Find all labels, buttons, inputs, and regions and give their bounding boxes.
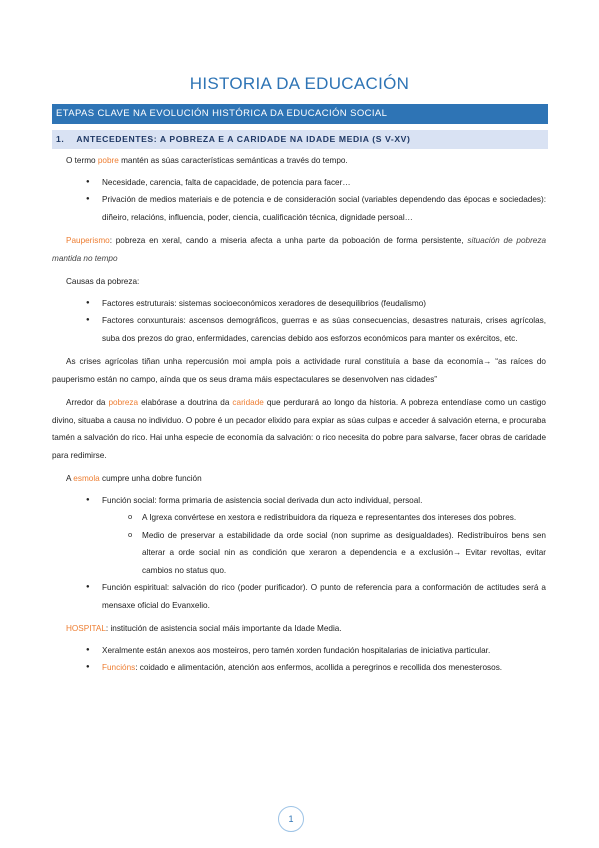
paragraph-pauperismo — [52, 232, 546, 267]
list-item: ● Privación de medios materiais e de potencia e de consideración social (variables dependendo das épocas e sociedades): diñeiro, relacións, influencia, poder, ciencia, cualificación técnica, dignidade persoal… — [102, 191, 546, 226]
paragraph-caridade — [52, 394, 546, 464]
italic-text: situación de pobreza mantida no tempo — [52, 236, 546, 263]
paragraph-causas: Causas da pobreza: — [66, 277, 140, 286]
list-item: ● Xeralmente están anexos aos mosteiros, pero tamén xorden fundación hospitalarias de iniciativa particular. — [102, 642, 546, 660]
paragraph-esmola — [52, 470, 546, 488]
bullet-list-causas — [52, 295, 546, 348]
highlight-term: Pauperismo — [66, 236, 110, 245]
text-run: A — [66, 474, 74, 483]
list-item: ● Factores conxunturais: ascensos demográficos, guerras e as súas consecuencias, desastres naturais, crises agrícolas, suba dos prezos do grao, enfermidades, carencias debido aos esforzos económicos para manter os exércitos, etc. — [102, 312, 546, 347]
highlight-term: Funcións — [102, 663, 136, 672]
highlight-term: caridade — [232, 398, 264, 407]
paragraph-pobre — [52, 152, 546, 170]
text-run: : coidado e alimentación, atención aos enfermos, acollida a peregrinos e recollida dos menesterosos. — [135, 663, 503, 672]
highlight-term: HOSPITAL — [66, 624, 106, 633]
text-run: elabórase a doutrina da — [138, 398, 233, 407]
text-run: : pobreza en xeral, cando a miseria afecta a unha parte da poboación de forma persistente, — [109, 236, 468, 245]
list-item: ● Necesidade, carencia, falta de capacidade, de potencia para facer… — [102, 174, 546, 192]
text-run: Función social: forma primaria de asistencia social derivada dun acto individual, persoal. — [102, 495, 423, 505]
subsection-number: 1. — [56, 134, 65, 144]
text-run: Arredor da — [66, 398, 109, 407]
document-title: HISTORIA DA EDUCACIÓN — [189, 74, 410, 93]
sub-list-item: o A Igrexa convértese en xestora e redistribuidora da riqueza e representantes dos intereses dos pobres. — [142, 509, 546, 527]
paragraph-hospital — [52, 620, 546, 638]
bullet-list-hospital — [52, 642, 546, 677]
page-number: 1 — [278, 806, 304, 832]
document-body — [52, 152, 546, 677]
list-item: ● Factores estruturais: sistemas socioeconómicos xeradores de desequilibrios (feudalismo) — [102, 295, 546, 313]
subsection-heading — [52, 130, 548, 149]
sub-list-item: o Medio de preservar a estabilidade da orde social (non suprime as desigualdades). Redistribuíros bens sen alterar a orde social nin as condición que xeraron a dependencia e a exclusión→ Evitar revoltas, evitar cambios no status quo. — [142, 527, 546, 580]
text-run: O termo — [66, 156, 98, 165]
list-item: ● Función espiritual: salvación do rico (poder purificador). O punto de referencia para a conformación de actitudes será a mensaxe oficial do Evanxelio. — [102, 579, 546, 614]
highlight-term: esmola — [73, 474, 100, 483]
list-item — [102, 492, 546, 580]
highlight-term: pobreza — [108, 398, 139, 407]
sub-list — [102, 509, 546, 579]
bullet-list-pobre — [52, 174, 546, 227]
text-run: : institución de asistencia social máis importante da Idade Media. — [105, 624, 342, 633]
text-run: que perdurará ao longo da historia. A pobreza entendíase como un castigo divino, situaba a causa no individuo. O pobre é un pecador elixido para expiar as súas culpas e acceder á salvación eterna, e procuraba tamén a salvación do rico. Hai unha especie de economía da salvación: o rico necesita do pobre para salvarse, facer obras de caridade para redimirse. — [52, 398, 546, 460]
text-run: cumpre unha dobre función — [99, 474, 202, 483]
paragraph-crises: As crises agrícolas tiñan unha repercusión moi ampla pois a actividade rural constituía a base da economía→ “as raíces do pauperismo están no campo, aínda que os seus drama máis espectaculares se desenvolven nas cidades” — [52, 357, 546, 384]
text-run: mantén as súas características semánticas a través do tempo. — [118, 156, 348, 165]
list-item — [102, 659, 546, 677]
section-heading: ETAPAS CLAVE NA EVOLUCIÓN HISTÓRICA DA EDUCACIÓN SOCIAL — [52, 104, 548, 124]
highlight-term: pobre — [97, 156, 119, 165]
subsection-title: ANTECEDENTES: A POBREZA E A CARIDADE NA IDADE MEDIA (S V-XV) — [76, 134, 411, 144]
bullet-list-esmola — [52, 492, 546, 615]
